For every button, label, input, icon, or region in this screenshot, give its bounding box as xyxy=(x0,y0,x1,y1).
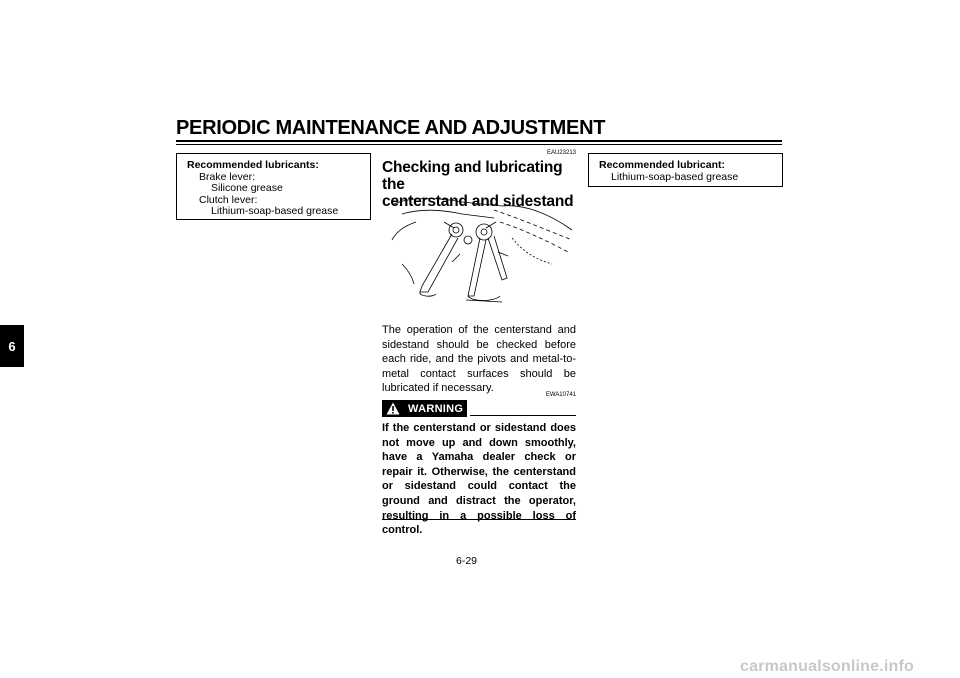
warning-code: EWA10741 xyxy=(545,392,576,398)
warning-label: WARNING xyxy=(408,402,464,415)
brake-lever-value: Silicone grease xyxy=(211,182,283,194)
lubricant-value: Lithium-soap-based grease xyxy=(611,170,739,183)
recommended-lubricants-box xyxy=(176,153,371,220)
clutch-lever-label: Clutch lever: xyxy=(199,193,258,206)
clutch-lever-value: Lithium-soap-based grease xyxy=(211,205,339,217)
warning-triangle-icon xyxy=(386,402,400,415)
section-code: EAU23213 xyxy=(546,150,576,156)
section-body: The operation of the centerstand and sidestand should be checked before each ride, and the pivots and metal-to-metal contact surfaces should be lubricated if necessary. xyxy=(382,324,576,395)
page-title: PERIODIC MAINTENANCE AND ADJUSTMENT xyxy=(176,117,606,139)
recommended-lubricant-box xyxy=(588,153,783,187)
section-title-line2: centerstand and sidestand xyxy=(382,193,574,210)
chapter-number: 6 xyxy=(8,338,16,354)
lubricants-title: Recommended lubricants: xyxy=(187,159,319,171)
warning-text: If the centerstand or sidestand does not move up and down smoothly, have a Yamaha dealer check or repair it. Otherwise, the centerstand or sidestand could contact the ground and distract the operator, resulting in a possible loss of control. xyxy=(382,422,576,537)
chapter-tab xyxy=(0,325,24,367)
lubricant-title: Recommended lubricant: xyxy=(599,159,726,171)
warning-end-rule xyxy=(382,519,576,520)
stand-illustration xyxy=(382,192,576,320)
warning-rule xyxy=(470,415,576,416)
warning-badge xyxy=(382,400,467,417)
watermark: carmanualsonline.info xyxy=(740,658,915,675)
section-title-line1: Checking and lubricating the xyxy=(382,159,563,193)
warning-header xyxy=(382,400,576,418)
header-rule xyxy=(176,140,782,145)
page-number: 6-29 xyxy=(456,555,478,567)
brake-lever-label: Brake lever: xyxy=(199,170,256,183)
